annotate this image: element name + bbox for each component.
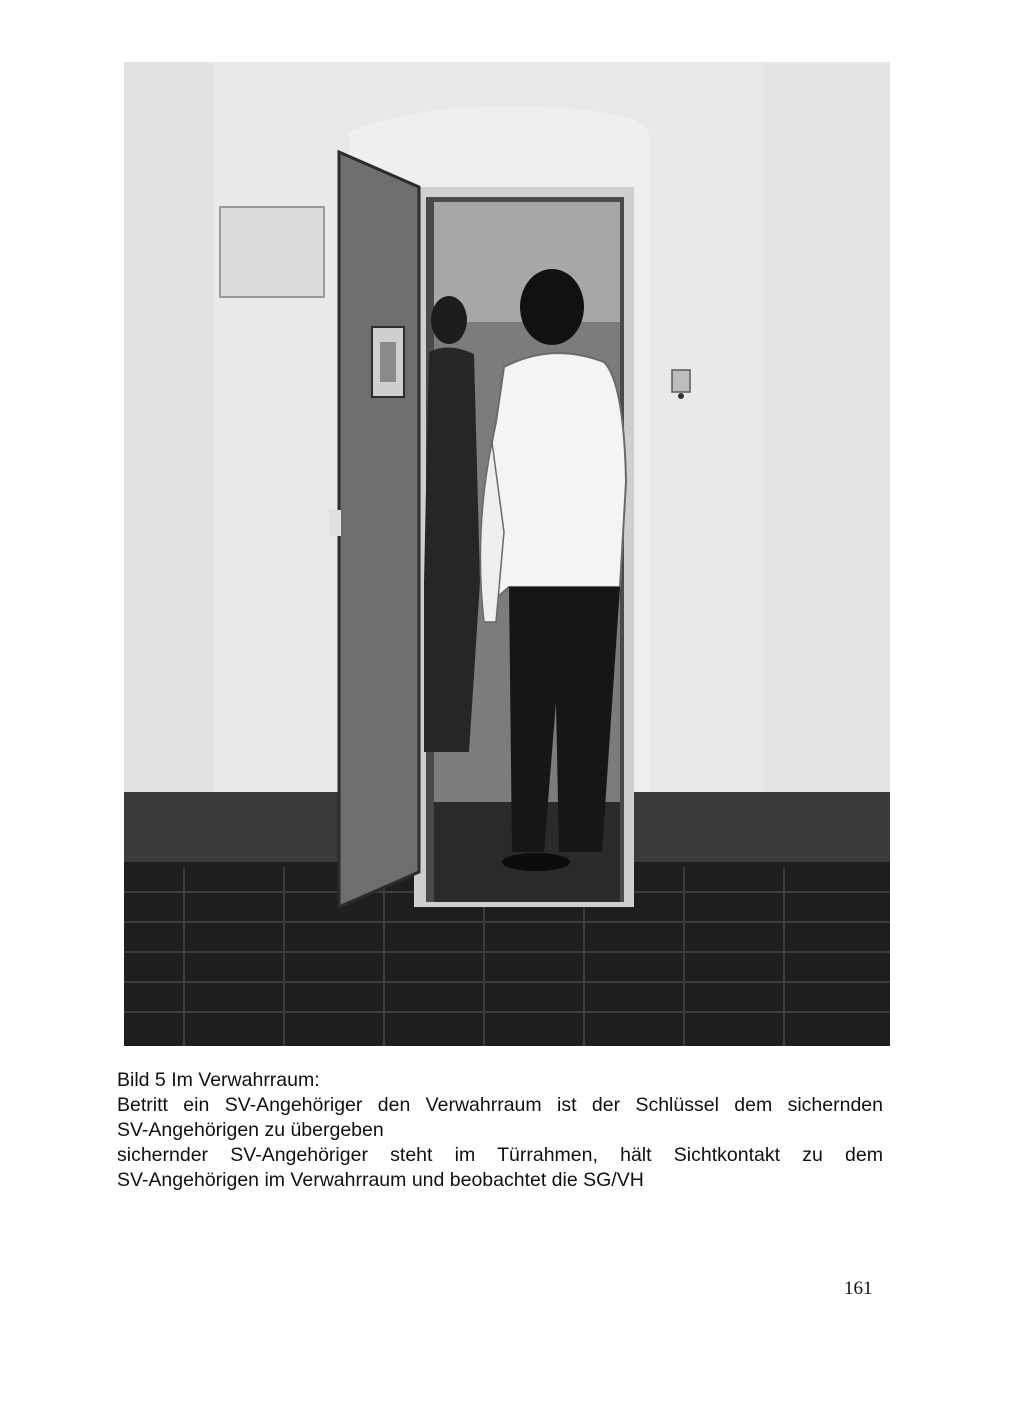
caption-line: sichernder SV-Angehöriger steht im Türrahmen, hält Sichtkontakt zu dem [117,1144,883,1166]
caption-line: SV-Angehörigen im Verwahrraum und beobachtet die SG/VH [117,1169,644,1191]
photo-doorway-icon [124,62,890,1046]
figure-caption [117,1068,883,1193]
caption-line: Betritt ein SV-Angehöriger den Verwahrraum ist der Schlüssel dem sichernden [117,1094,883,1116]
page-number: 161 [844,1278,873,1299]
caption-title: Bild 5 Im Verwahrraum: [117,1069,320,1091]
caption-line: SV-Angehörigen zu übergeben [117,1119,384,1141]
photo-doorway-scene [124,62,890,1046]
